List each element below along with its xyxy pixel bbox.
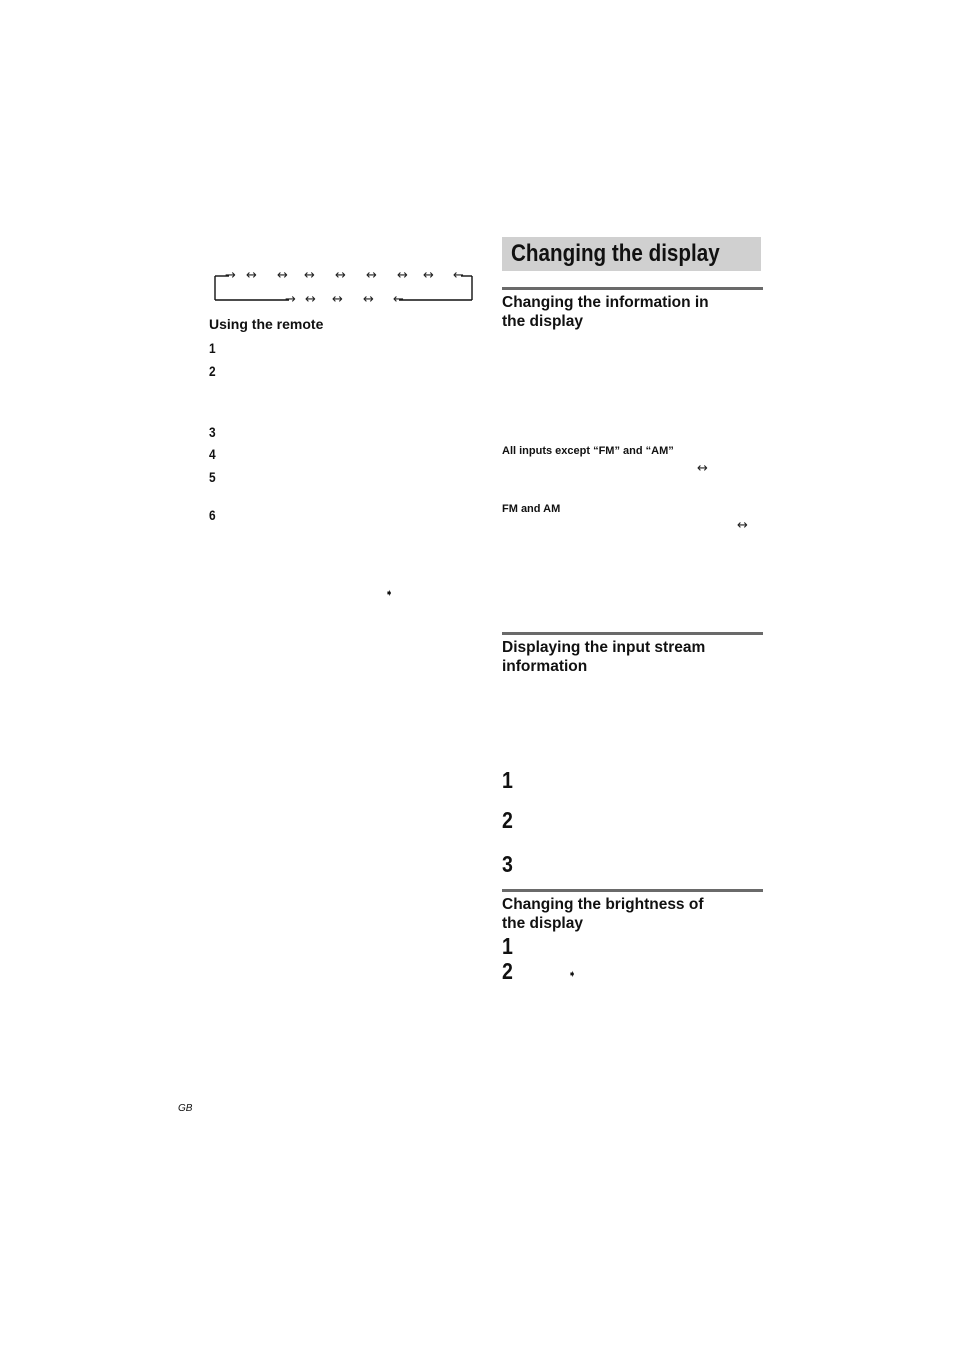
display-cycle-diagram [205,262,480,307]
step-number: 4 [209,446,216,462]
step-number: 5 [209,469,216,485]
flow-arrow-left: ← [453,268,464,283]
step-number: 6 [209,507,216,523]
pointer-arrow-icon: ➧ [568,969,577,980]
step-number: 2 [502,958,513,984]
flow-arrow: ↔ [246,268,257,283]
heading-line: Displaying the input stream [502,639,706,656]
heading-line: Changing the brightness of [502,896,704,913]
region-code: GB [178,1103,193,1114]
flow-arrow: ↔ [423,268,434,283]
section-title-bar [502,237,761,271]
caption-all-inputs: All inputs except “FM” and “AM” [502,445,674,457]
flow-arrow: ↔ [335,268,346,283]
step-number: 2 [209,363,216,379]
flow-arrow-left: ← [393,292,404,307]
heading-line: the display [502,313,583,330]
caption-fm-am: FM and AM [502,503,561,515]
section-rule [502,287,763,290]
flow-arrow-right: → [225,268,236,283]
using-remote-heading: Using the remote [209,316,324,332]
step-number: 3 [502,851,513,877]
page-title: Changing the display [511,240,720,267]
flow-arrow: ↔ [397,268,408,283]
heading-line: Changing the information in [502,294,709,311]
step-number: 1 [209,340,216,356]
flow-arrow: ↔ [304,268,315,283]
section-rule [502,889,763,892]
heading-line: the display [502,915,583,932]
flow-arrow: ↔ [305,292,316,307]
section-heading-brightness [502,895,764,933]
step-number: 1 [502,767,513,793]
pointer-arrow-icon: ➧ [385,588,394,599]
section-heading-information [502,293,764,331]
flow-arrow: ↔ [366,268,377,283]
heading-line: information [502,658,588,675]
step-number: 2 [502,807,513,833]
flow-arrow: ↔ [277,268,288,283]
flow-arrow: ↔ [737,518,748,533]
step-number: 3 [209,424,216,440]
flow-arrow-right: → [285,292,296,307]
flow-arrow: ↔ [332,292,343,307]
step-number: 1 [502,933,513,959]
flow-arrow: ↔ [363,292,374,307]
section-rule [502,632,763,635]
section-heading-input-stream [502,638,764,676]
flow-arrow: ↔ [697,461,708,476]
